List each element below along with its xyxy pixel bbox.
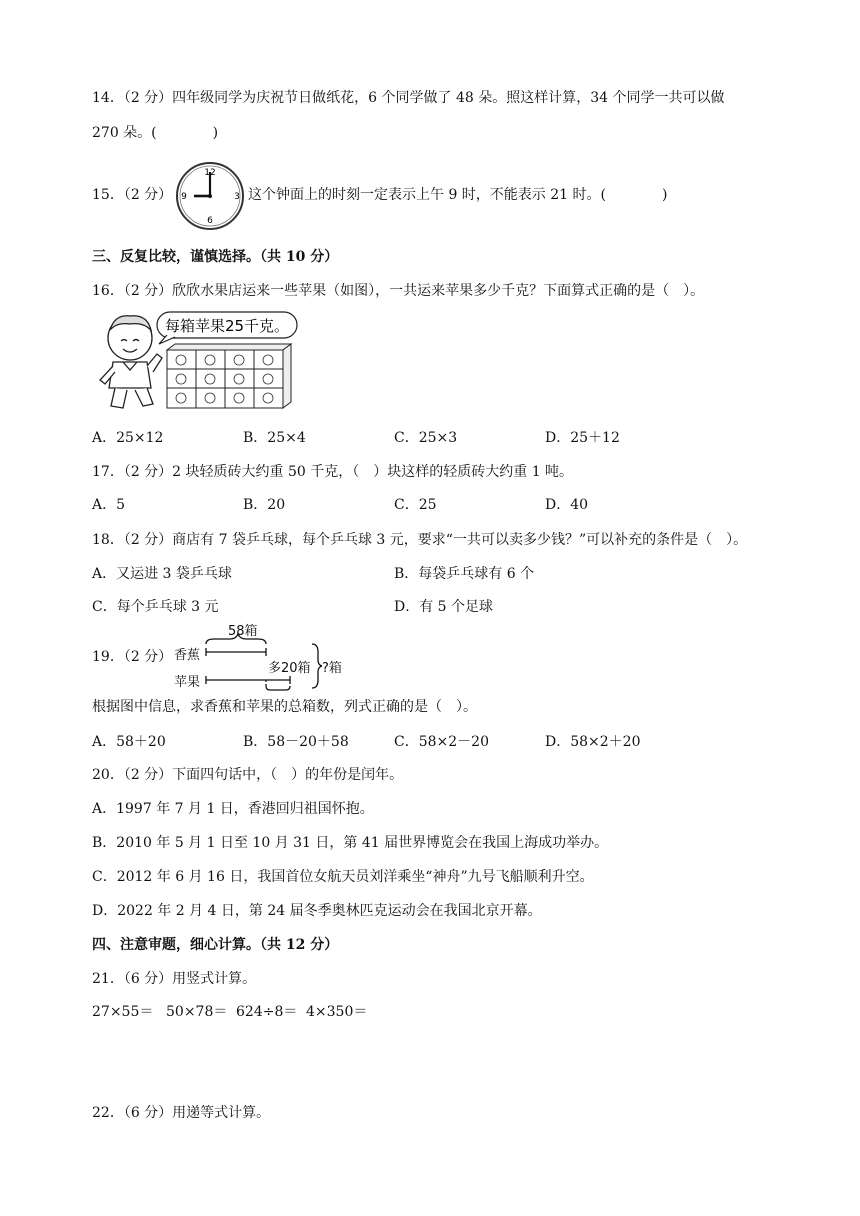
q21-item-4: 4×350＝ [306, 1004, 368, 1020]
q19-more-label: 多20箱 [268, 661, 311, 676]
q16-option-d: D．25＋12 [545, 430, 620, 446]
q16-option-b: B．25×4 [243, 430, 306, 446]
q14-line1: 14．（2 分）四年级同学为庆祝节日做纸花，6 个同学做了 48 朵。照这样计算，34 个同学一共可以做 [92, 90, 725, 106]
q18-option-c: C．每个乒乓球 3 元 [92, 599, 219, 615]
q20-option-c: C．2012 年 6 月 16 日，我国首位女航天员刘洋乘坐“神舟”九号飞船顺利升空。 [92, 869, 594, 885]
q17-text: 17．（2 分）2 块轻质砖大约重 50 千克，（ ）块这样的轻质砖大约重 1 吨。 [92, 464, 574, 480]
q17-option-c: C．25 [394, 497, 437, 513]
clock-icon [174, 160, 246, 232]
q16-bubble-text: 每箱苹果25千克。 [164, 317, 290, 335]
q19-option-c: C．58×2－20 [394, 734, 489, 750]
q17-option-a: A．5 [92, 497, 126, 513]
q19-option-d: D．58×2＋20 [545, 734, 641, 750]
q19-total-label: ?箱 [322, 661, 342, 676]
q19-line-diagram [170, 620, 360, 692]
section4-title: 四、注意审题，细心计算。（共 12 分） [92, 937, 339, 953]
q20-option-d: D．2022 年 2 月 4 日，第 24 届冬季奥林匹克运动会在我国北京开幕。 [92, 903, 542, 919]
q21-item-2: 50×78＝ [166, 1004, 228, 1020]
q14-line2: 270 朵。( ) [92, 125, 219, 141]
clock-num-12: 12 [204, 168, 216, 178]
q16-illustration [95, 310, 310, 415]
q17-option-b: B．20 [243, 497, 286, 513]
q19-banana-label: 香蕉 [174, 648, 201, 663]
q15-prefix: 15．（2 分） [92, 187, 173, 203]
q19-apple-label: 苹果 [174, 675, 201, 690]
q17-option-d: D．40 [545, 497, 589, 513]
q15-text: 这个钟面上的时刻一定表示上午 9 时，不能表示 21 时。( ) [248, 187, 668, 203]
q21-item-1: 27×55＝ [92, 1004, 154, 1020]
q20-option-a: A．1997 年 7 月 1 日，香港回归祖国怀抱。 [92, 801, 374, 817]
q19-option-b: B．58－20＋58 [243, 734, 349, 750]
q19-text: 根据图中信息，求香蕉和苹果的总箱数，列式正确的是（ ）。 [92, 699, 477, 715]
clock-num-9: 9 [181, 192, 187, 202]
q19-top-label: 58箱 [228, 624, 258, 639]
q22-text: 22．（6 分）用递等式计算。 [92, 1105, 271, 1121]
apple-boxes [167, 344, 291, 408]
q20-text: 20．（2 分）下面四句话中，（ ）的年份是闰年。 [92, 767, 404, 783]
section3-title: 三、反复比较，谨慎选择。（共 10 分） [92, 249, 339, 265]
clock-num-6: 6 [207, 216, 213, 226]
q16-option-a: A．25×12 [92, 430, 164, 446]
q19-prefix: 19．（2 分） [92, 649, 173, 665]
q18-option-a: A．又运进 3 袋乒乓球 [92, 566, 232, 582]
clock-num-3: 3 [234, 192, 240, 202]
boy-icon [100, 316, 162, 408]
q18-text: 18．（2 分）商店有 7 袋乒乓球，每个乒乓球 3 元，要求“一共可以卖多少钱？”可以补充的条件是（ ）。 [92, 532, 748, 548]
q16-text: 16．（2 分）欣欣水果店运来一些苹果（如图），一共运来苹果多少千克？下面算式正确的是（ ）。 [92, 283, 705, 299]
q21-text: 21．（6 分）用竖式计算。 [92, 971, 257, 987]
q18-option-b: B．每袋乒乓球有 6 个 [394, 566, 535, 582]
q20-option-b: B．2010 年 5 月 1 日至 10 月 31 日，第 41 届世界博览会在我国上海成功举办。 [92, 835, 609, 851]
q19-option-a: A．58＋20 [92, 734, 166, 750]
q21-item-3: 624÷8＝ [236, 1004, 298, 1020]
q18-option-d: D．有 5 个足球 [394, 599, 494, 615]
q16-option-c: C．25×3 [394, 430, 458, 446]
